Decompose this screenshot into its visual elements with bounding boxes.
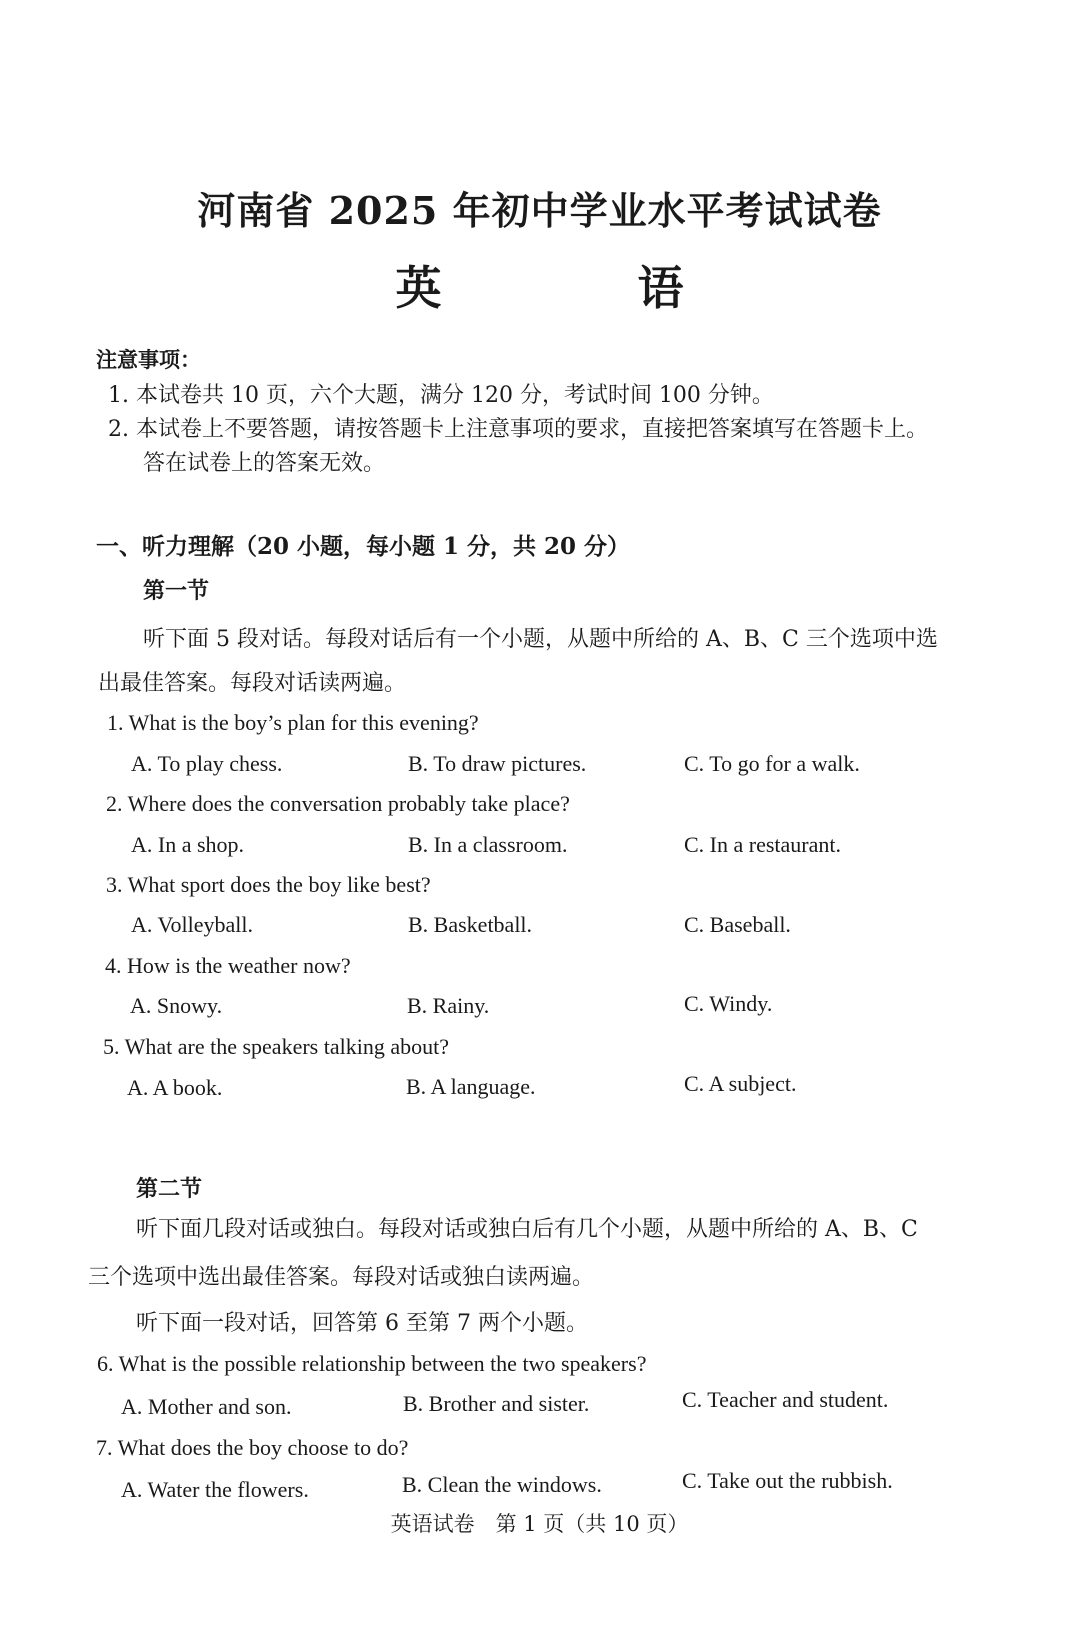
part-heading-2: 第二节 [136, 1176, 203, 1202]
section-heading-listening: 一、听力理解（20 小题，每小题 1 分，共 20 分） [96, 533, 631, 560]
option-a: A. A book. [127, 1075, 223, 1100]
question-text: 2. Where does the conversation probably take place? [106, 791, 570, 816]
option-c: C. Baseball. [684, 912, 791, 937]
option-c: C. Teacher and student. [682, 1387, 889, 1412]
option-b: B. In a classroom. [408, 832, 568, 857]
question-text: 4. How is the weather now? [105, 953, 351, 978]
option-c: C. Windy. [684, 991, 773, 1016]
option-b: B. Basketball. [408, 912, 533, 937]
question-text: 7. What does the boy choose to do? [96, 1435, 409, 1460]
question-text: 3. What sport does the boy like best? [106, 872, 431, 897]
notice-item-1: 1. 本试卷共 10 页，六个大题，满分 120 分，考试时间 100 分钟。 [108, 383, 774, 408]
option-b: B. To draw pictures. [408, 751, 587, 776]
option-c: C. A subject. [684, 1071, 797, 1096]
option-b: B. A language. [406, 1074, 536, 1099]
notice-heading: 注意事项： [96, 347, 201, 372]
page-footer: 英语试卷 第 1 页（共 10 页） [390, 1512, 689, 1536]
notice-item-2: 2. 本试卷上不要答题，请按答题卡上注意事项的要求，直接把答案填写在答题卡上。 [108, 417, 928, 442]
question-text: 5. What are the speakers talking about? [103, 1034, 449, 1059]
option-a: A. Volleyball. [131, 912, 254, 937]
option-c: C. In a restaurant. [684, 832, 841, 857]
notice-item-2-cont: 答在试卷上的答案无效。 [143, 451, 386, 476]
exam-title: 河南省 2025 年初中学业水平考试试卷 [197, 188, 882, 233]
option-a: A. Water the flowers. [121, 1477, 309, 1502]
option-a: A. Snowy. [130, 993, 223, 1018]
option-a: A. Mother and son. [121, 1394, 292, 1419]
part-heading-1: 第一节 [143, 578, 210, 604]
option-c: C. Take out the rubbish. [682, 1468, 893, 1493]
option-b: B. Brother and sister. [403, 1391, 590, 1416]
option-a: A. To play chess. [131, 751, 283, 776]
part2-instruction-cont: 三个选项中选出最佳答案。每段对话或独白读两遍。 [88, 1265, 595, 1290]
subject-title: 英 语 [395, 261, 774, 315]
question-text: 6. What is the possible relationship between the two speakers? [97, 1351, 647, 1376]
option-a: A. In a shop. [131, 832, 245, 857]
option-c: C. To go for a walk. [684, 751, 860, 776]
part1-instruction-cont: 出最佳答案。每段对话读两遍。 [98, 671, 407, 696]
part2-sub-instruction: 听下面一段对话，回答第 6 至第 7 两个小题。 [136, 1311, 588, 1336]
part2-instruction: 听下面几段对话或独白。每段对话或独白后有几个小题，从题中所给的 A、B、C [136, 1217, 918, 1242]
part1-instruction: 听下面 5 段对话。每段对话后有一个小题，从题中所给的 A、B、C 三个选项中选 [143, 627, 938, 652]
question-text: 1. What is the boy’s plan for this evening? [107, 710, 479, 735]
option-b: B. Clean the windows. [402, 1472, 602, 1497]
option-b: B. Rainy. [407, 993, 490, 1018]
